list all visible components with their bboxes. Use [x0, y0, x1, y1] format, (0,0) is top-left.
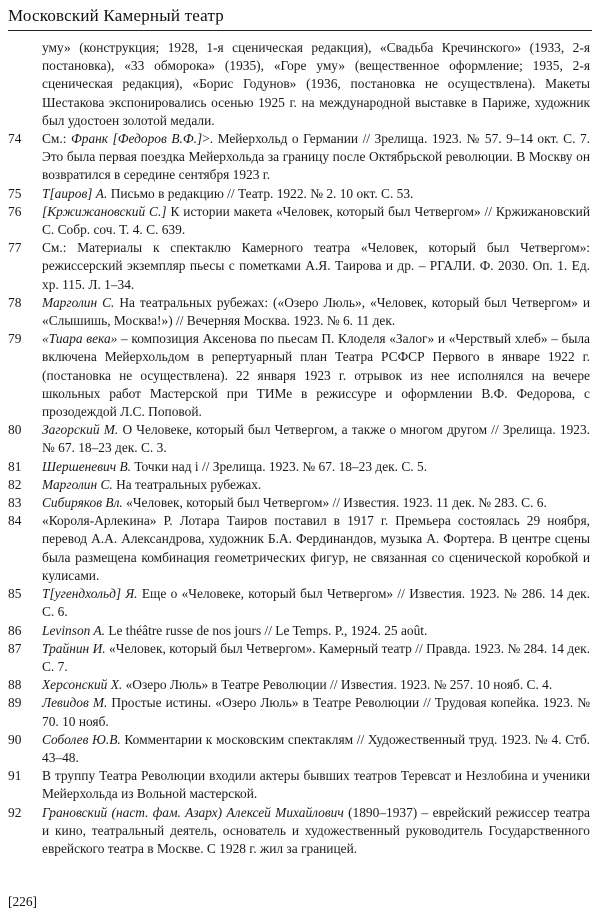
endnote-number: 87: [8, 640, 22, 656]
endnote: [8, 767, 590, 803]
endnote-number: 86: [8, 622, 22, 638]
endnote-author: Т[угендхольд] Я.: [42, 586, 138, 602]
endnote-text: [42, 512, 590, 585]
endnote-number: 82: [8, 476, 22, 492]
endnote-text: [42, 239, 590, 294]
endnote-text: [42, 767, 590, 803]
endnote: [8, 458, 590, 476]
endnote-body: В труппу Театра Революции входили актеры бывших театров Теревсат и Незлобина и ученики Мейерхольда из Вольной мастерской.: [42, 768, 590, 802]
endnote-text: [42, 294, 590, 330]
endnote: [8, 203, 590, 239]
endnote-number: 78: [8, 294, 22, 310]
endnote-number: 83: [8, 495, 22, 511]
endnote: [8, 585, 590, 621]
notes-list: [8, 39, 590, 858]
endnote-body: >. Мейерхольд о Германии // Зрелища. 1923. № 57. 9–14 окт. С. 7. Это была первая поездка Мейерхольда за границу после Октябрьской революции. В Москву он возвратился в середине сентября 1923 г.: [42, 131, 590, 183]
endnote: [8, 476, 590, 494]
endnote-text: [42, 731, 590, 767]
endnote-author: Франк [Федоров В.Ф.]: [70, 131, 203, 147]
endnote-body: «Человек, который был Четвергом» // Известия. 1923. 11 дек. № 283. С. 6.: [122, 495, 547, 511]
endnote: [8, 804, 590, 859]
endnote-number: 90: [8, 731, 22, 747]
endnote-text: [42, 694, 590, 730]
endnote-body: О Человеке, который был Четвергом, а также о многом другом // Зрелища. 1923. № 67. 18–23 дек. С. 3.: [42, 422, 591, 456]
endnote-number: 85: [8, 586, 22, 602]
endnote-author: Левидов М.: [42, 695, 108, 711]
endnote-body: Письмо в редакцию // Театр. 1922. № 2. 10 окт. С. 53.: [107, 185, 414, 201]
endnote-author: Грановский (наст. фам. Азарх) Алексей Михайлович: [42, 804, 344, 820]
endnote-number: 81: [8, 458, 22, 474]
endnote-body: См.: Материалы к спектаклю Камерного театра «Человек, который был Четвергом»: режиссерский экземпляр пьесы с пометками А.Я. Таирова и др. – РГАЛИ. Ф. 2030. Оп. 1. Ед. хр. 115. Л. 1–34.: [42, 240, 590, 292]
endnote-text: [42, 494, 590, 512]
endnote-body: Еще о «Человеке, который был Четвергом» // Известия. 1923. № 286. 14 дек. С. 6.: [42, 586, 590, 620]
endnote-text: [42, 622, 590, 640]
endnote-number: 92: [8, 804, 22, 820]
endnote-body: На театральных рубежах.: [112, 476, 262, 492]
endnote-text: [42, 640, 590, 676]
endnote-author: Херсонский Х.: [42, 677, 123, 693]
header-rule: [8, 30, 592, 31]
endnote-author: Шершеневич В.: [42, 458, 132, 474]
endnote-body: – композиция Аксенова по пьесам П. Клоделя «Залог» и «Черствый хлеб» – была включена Мейерхольдом в репертуарный план Театра РСФСР Первого в январе 1922 г. (постановка не осуществлена). 22 января 1923 г. отрывок из нее исполнялся на вечере школьных работ Мастерской при ТИМе в режиссуре и оформлении В.Ф. Федорова, с прозодеждой Л.С. Поповой.: [42, 331, 590, 420]
endnote-author: Марголин С.: [42, 294, 115, 310]
endnote-number: 88: [8, 677, 22, 693]
endnote: [8, 622, 590, 640]
endnote-text: [42, 676, 590, 694]
endnote-number: 91: [8, 768, 22, 784]
endnote: [8, 731, 590, 767]
endnote-text: [42, 330, 590, 421]
endnote-body: Le théâtre russe de nos jours // Le Temps. P., 1924. 25 août.: [104, 622, 428, 638]
endnote-number: 80: [8, 422, 22, 438]
endnote-text: [42, 476, 590, 494]
page-number: [226]: [8, 894, 38, 909]
endnote: [8, 294, 590, 330]
endnote-text: [42, 203, 590, 239]
endnote-number: 77: [8, 240, 22, 256]
endnote-body: К истории макета «Человек, который был Четвергом» // Кржижановский С. Собр. соч. Т. 4. С. 639.: [42, 203, 590, 238]
endnote-text: [42, 130, 590, 185]
endnote: [8, 239, 590, 294]
endnote-body: Точки над i // Зрелища. 1923. № 67. 18–23 дек. С. 5.: [131, 458, 428, 474]
endnote-author: Загорский М.: [42, 422, 119, 438]
endnote-prefix: См.:: [42, 131, 71, 147]
endnote: [8, 512, 590, 585]
running-header: Московский Камерный театр: [8, 6, 224, 25]
endnote: [8, 676, 590, 694]
endnotes: [8, 130, 590, 858]
endnote: [8, 330, 590, 421]
endnote: [8, 185, 590, 203]
endnote-author: Levinson A.: [42, 622, 105, 638]
endnote-author: Марголин С.: [42, 476, 113, 492]
note-continuation: уму» (конструкция; 1928, 1-я сценическая редакция), «Свадьба Кречинского» (1933, 2-я постановка), «33 обморока» (1935), «Горе уму» (вещественное оформление; 1935, 2-я сценическая редакция), «Борис Годунов» (1936, постановка не осуществлена). Макеты Шестакова экспонировались осенью 1925 г. на международной выставке в Париже, художник был удостоен золотой медали.: [42, 40, 590, 128]
endnote-author: Сибиряков Вл.: [42, 495, 123, 511]
endnote: [8, 494, 590, 512]
endnote-author: «Тиара века»: [42, 331, 118, 347]
endnote-text: [42, 421, 590, 457]
endnote-number: 75: [8, 185, 22, 201]
endnote: [8, 694, 590, 730]
endnote-body: «Человек, который был Четвергом». Камерный театр // Правда. 1923. № 284. 14 дек. С. 7.: [42, 640, 591, 674]
endnote-number: 79: [8, 331, 22, 347]
endnote: [8, 640, 590, 676]
endnote-number: 84: [8, 513, 22, 529]
endnote-number: 74: [8, 131, 22, 147]
endnote-body: Простые истины. «Озеро Люль» в Театре Революции // Трудовая копейка. 1923. № 70. 10 нояб.: [42, 695, 590, 729]
endnote-author: Трайнин И.: [42, 640, 106, 656]
endnote-body: На театральных рубежах: («Озеро Люль», «Человек, который был Четвергом» и «Слышишь, Москва!») // Вечерняя Москва. 1923. № 6. 11 дек.: [42, 294, 591, 329]
endnote-body: Комментарии к московским спектаклям // Художественный труд. 1923. № 4. Стб. 43–48.: [42, 731, 591, 765]
endnote: [8, 130, 590, 185]
endnote-text: [42, 185, 590, 203]
endnote-text: [42, 804, 590, 859]
endnote-body: «Озеро Люль» в Театре Революции // Известия. 1923. № 257. 10 нояб. С. 4.: [122, 677, 553, 693]
endnote-author: [Кржижановский С.]: [42, 203, 167, 219]
endnote-author: Т[аиров] А.: [42, 185, 108, 201]
endnote-text: [42, 585, 590, 621]
endnote-body: (1890–1937) – еврейский режиссер театра и кино, театральный деятель, основатель и художественный руководитель Государственного еврейского театра в Москве. С 1928 г. жил за границей.: [42, 804, 590, 856]
endnote-body: «Короля-Арлекина» Р. Лотара Таиров поставил в 1917 г. Премьера состоялась 29 ноября, перевод А.А. Александрова, художник Б.А. Фердинандов, музыка А. Фортера. В центре сцены была размещена комбинация геометрических фигур, не связанная со сценической коробкой и кулисами.: [42, 513, 590, 583]
endnote-author: Соболев Ю.В.: [42, 731, 121, 747]
endnote-number: 76: [8, 203, 22, 219]
endnote: [8, 421, 590, 457]
endnote-text: [42, 458, 590, 476]
endnote-number: 89: [8, 695, 22, 711]
